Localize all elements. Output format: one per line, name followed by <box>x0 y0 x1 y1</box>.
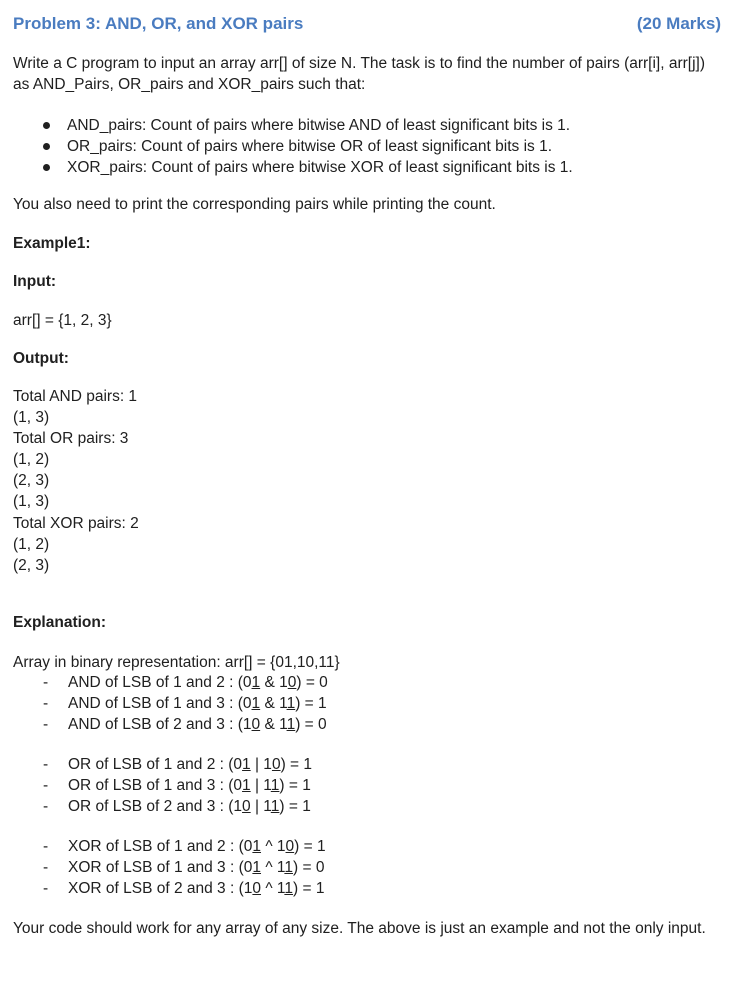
problem-title: Problem 3: AND, OR, and XOR pairs <box>13 14 304 33</box>
list-item: - AND of LSB of 1 and 3 : (01 & 11) = 1 <box>43 693 328 714</box>
list-item: - OR of LSB of 2 and 3 : (10 | 11) = 1 <box>43 796 312 817</box>
output-line: Total OR pairs: 3 <box>13 430 129 448</box>
binary-representation: Array in binary representation: arr[] = {01,10,11} <box>13 654 340 671</box>
output-line: (2, 3) <box>13 556 50 574</box>
list-item: - AND of LSB of 1 and 2 : (01 & 10) = 0 <box>43 672 328 693</box>
list-item: - OR of LSB of 1 and 3 : (01 | 11) = 1 <box>43 775 312 796</box>
intro-paragraph: Write a C program to input an array arr[] of size N. The task is to find the number of pairs (arr[i], arr[j]) as AND_Pairs, OR_pairs and XOR_pairs such that: <box>13 55 706 93</box>
list-item: - AND of LSB of 2 and 3 : (10 & 11) = 0 <box>43 714 328 735</box>
list-item: - OR of LSB of 1 and 2 : (01 | 10) = 1 <box>43 754 312 775</box>
output-line: (1, 2) <box>13 535 50 553</box>
list-item: OR_pairs: Count of pairs where bitwise OR of least significant bits is 1. <box>43 136 573 157</box>
list-item: - XOR of LSB of 1 and 3 : (01 ^ 11) = 0 <box>43 857 326 878</box>
output-line: (1, 3) <box>13 493 50 511</box>
output-line: Total AND pairs: 1 <box>13 388 138 405</box>
list-item: - XOR of LSB of 1 and 2 : (01 ^ 10) = 1 <box>43 836 326 857</box>
output-heading: Output: <box>13 350 69 367</box>
explanation-heading: Explanation: <box>13 614 107 631</box>
print-pairs-note: You also need to print the corresponding pairs while printing the count. <box>13 196 496 213</box>
xor-explanation-list <box>43 836 326 899</box>
problem-marks: (20 Marks) <box>636 14 721 33</box>
list-item: AND_pairs: Count of pairs where bitwise AND of least significant bits is 1. <box>43 115 573 136</box>
output-line: (2, 3) <box>13 472 50 490</box>
list-item: - XOR of LSB of 2 and 3 : (10 ^ 11) = 1 <box>43 878 326 899</box>
example-heading: Example1: <box>13 235 91 252</box>
list-item: XOR_pairs: Count of pairs where bitwise XOR of least significant bits is 1. <box>43 157 573 178</box>
and-explanation-list <box>43 672 328 735</box>
output-line: Total XOR pairs: 2 <box>13 514 139 532</box>
input-value: arr[] = {1, 2, 3} <box>13 312 112 329</box>
output-block <box>13 386 139 576</box>
input-heading: Input: <box>13 273 57 290</box>
closing-note: Your code should work for any array of any size. The above is just an example and not the only input. <box>13 920 706 937</box>
pair-definitions-list <box>43 115 573 178</box>
problem-heading <box>13 14 721 36</box>
output-line: (1, 2) <box>13 451 50 469</box>
output-line: (1, 3) <box>13 409 50 427</box>
or-explanation-list <box>43 754 312 817</box>
